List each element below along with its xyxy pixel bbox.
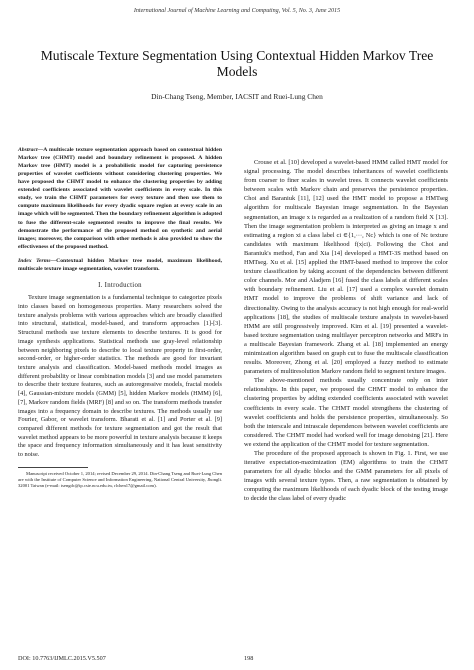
paper-authors: Din-Chang Tseng, Member, IACSIT and Ruei-Lung Chen	[151, 92, 323, 101]
abstract	[18, 146, 222, 251]
footnote-divider	[18, 467, 88, 468]
doi-footer: DOI: 10.7763/IJMLC.2015.V5.507	[18, 655, 106, 662]
right-paragraph-2: The above-mentioned methods usually concentrate only on inter relationships. In this paper, we proposed the CHMT model to enhance the clustering properties by adding extended coefficients associated with wavelet coefficients in every scale. The CHMT model strengthens the clustering of wavelet coefficients and holds the persistence properties, simultaneously. So both the interscale and intrascale dependences between wavelet coefficients are considered. The CHMT model had worked well for image denoising [21]. Here we extend the application of the CHMT model for texture segmentation.	[244, 377, 448, 448]
page-number: 198	[244, 655, 254, 662]
right-column	[244, 158, 448, 504]
index-terms-label: Index Terms	[18, 257, 51, 264]
right-paragraph-1: Crouse et al. [10] developed a wavelet-based HMM called HMT model for signal processing. The model describes inheritances of wavelet coefficients from coarser to finer scales in wavelet trees. It connects wavelet coefficients between scales with Markov chain and preserves the persistence properties. Choi and Baraniuk [11], [12] used the HMT model to propose a HMTseg algorithm for multiscale Bayesian image segmentation. In the Bayesian segmentation, an image x is regarded as a realization of a random field X [13]. Then the image segmentation problem is interpreted as giving an image x and estimating a region xi a class label ci ∈{1,···, Nc} which is one of Nc texture candidates with maximum likelihood f(x|ci). Following the Choi and Baraniuk's method, Fan and Xia [14] developed a HMT-3S method based on HMTseg. Xu et al. [15] applied the HMT-based method to improve the color texture classification by taking account of the dependencies between different color channels. Mor and Aladjem [16] fused the class labels at different scales with boundary refinement. Liu et al. [17] used a complex wavelet domain HMT model to improve the problems of shift variance and lack of directionality. Owing to the analysis accuracy is not high enough for real-world applications [18], the studies of multiscale texture analysis in wavelet-based HMM are still progressively improved. Kim et al. [19] presented a wavelet-based texture segmentation using multilayer perceptron networks and MRFs in a multiscale Bayesian framework. Zhang et al. [18] implemented an energy minimization algorithm based on graph cut to fuse the multiscale classification results. Moreover, Zhong et al. [20] employed a fuzzy method to estimate parameters of multiresolution Markov random field to segment texture images.	[244, 159, 448, 376]
left-column	[18, 140, 222, 489]
section-heading: I. Introduction	[98, 281, 142, 289]
right-paragraph-3: The procedure of the proposed approach is shown in Fig. 1. First, we use iterative expectation-maximization (EM) algorithms to train the CHMT parameters for all dyadic blocks and the GMM parameters for all pixels of images with several texture types. Then, a raw segmentation is obtained by computing the maximum likelihoods of each dyadic block of the testing image to decide the class label of every dyadic	[244, 450, 448, 503]
footnote: Manuscript received October 1, 2014; revised December 29, 2014. Din-Chang Tseng and Ruei-Lung Chen are with the Institute of Computer Science and Information Engineering, National Central University, Jhongli. 32001 Taiwan (e-mail: tsengdc@ip.csie.ncu.edu.tw, rlchen17@gmail.com).	[18, 470, 222, 489]
paper-title: Mutiscale Texture Segmentation Using Contextual Hidden Markov Tree Models	[40, 48, 434, 79]
index-terms-text: —Contextual hidden Markov tree model, maximum likelihood, multiscale texture image segmentation, wavelet transform.	[18, 257, 222, 272]
index-terms	[18, 257, 222, 273]
abstract-text: —A multiscale texture segmentation approach based on contextual hidden Markov tree (CHMT) model and boundary refinement is proposed. A hidden Markov tree (HMT) model is a probabilistic model for capturing persistence properties of wavelet coefficients without considering clustering properties. We have proposed the CHMT model to enhance the clustering properties by adding extended coefficients associated with wavelet coefficients in every scale. In this study, we train the CHMT parameters for every texture and then use them to compute maximum likelihoods for every dyadic square region at every scale in an image which will be segmented. Then the boundary refinement algorithm is adopted to fuse the different-scale segmented results to improve the final results. We demonstrate the performance of the proposed method on synthetic and aerial images; moreover, the comparison with other methods is also provided to show the effectiveness of the proposed method.	[18, 146, 222, 250]
abstract-label: Abstract	[18, 146, 38, 153]
intro-paragraph: Texture image segmentation is a fundamental technique to categorize pixels into classes based on homogeneous properties. Many researchers solved the texture analysis problems with various approaches which are broadly classified into structural, statistical, model-based, and transform approaches [1]-[3]. Structural methods use texture elements to describe textures. It is good for image synthesis applications. Statistical methods use gray-level relationship between neighboring pixels to describe to local texture property in first-order, second-order, or higher-order statistics. The methods are good for invariant texture analysis and classification. Model-based methods model images as different probability or linear combination models [3] and use model parameters to describe their texture features, such as autoregressive models, fractal models [4], Gaussian-mixture models (GMM) [5], hidden Markov models (HMM) [6], [7], Markov random fields (MRF) [8] and so on. The transform methods transfer images into a frequency domain to describe textures. The methods usually use Fourier, Gabor, or wavelet transform. Bharati et al. [1] and Porter et al. [9] compared different methods for texture segmentation and got the result that wavelet method appears to be more powerful in texture analysis because it keeps the space and frequency information simultaneously and it has least sensitivity to noise.	[18, 294, 222, 459]
journal-header: International Journal of Machine Learning and Computing, Vol. 5, No. 3, June 2015	[133, 8, 341, 14]
